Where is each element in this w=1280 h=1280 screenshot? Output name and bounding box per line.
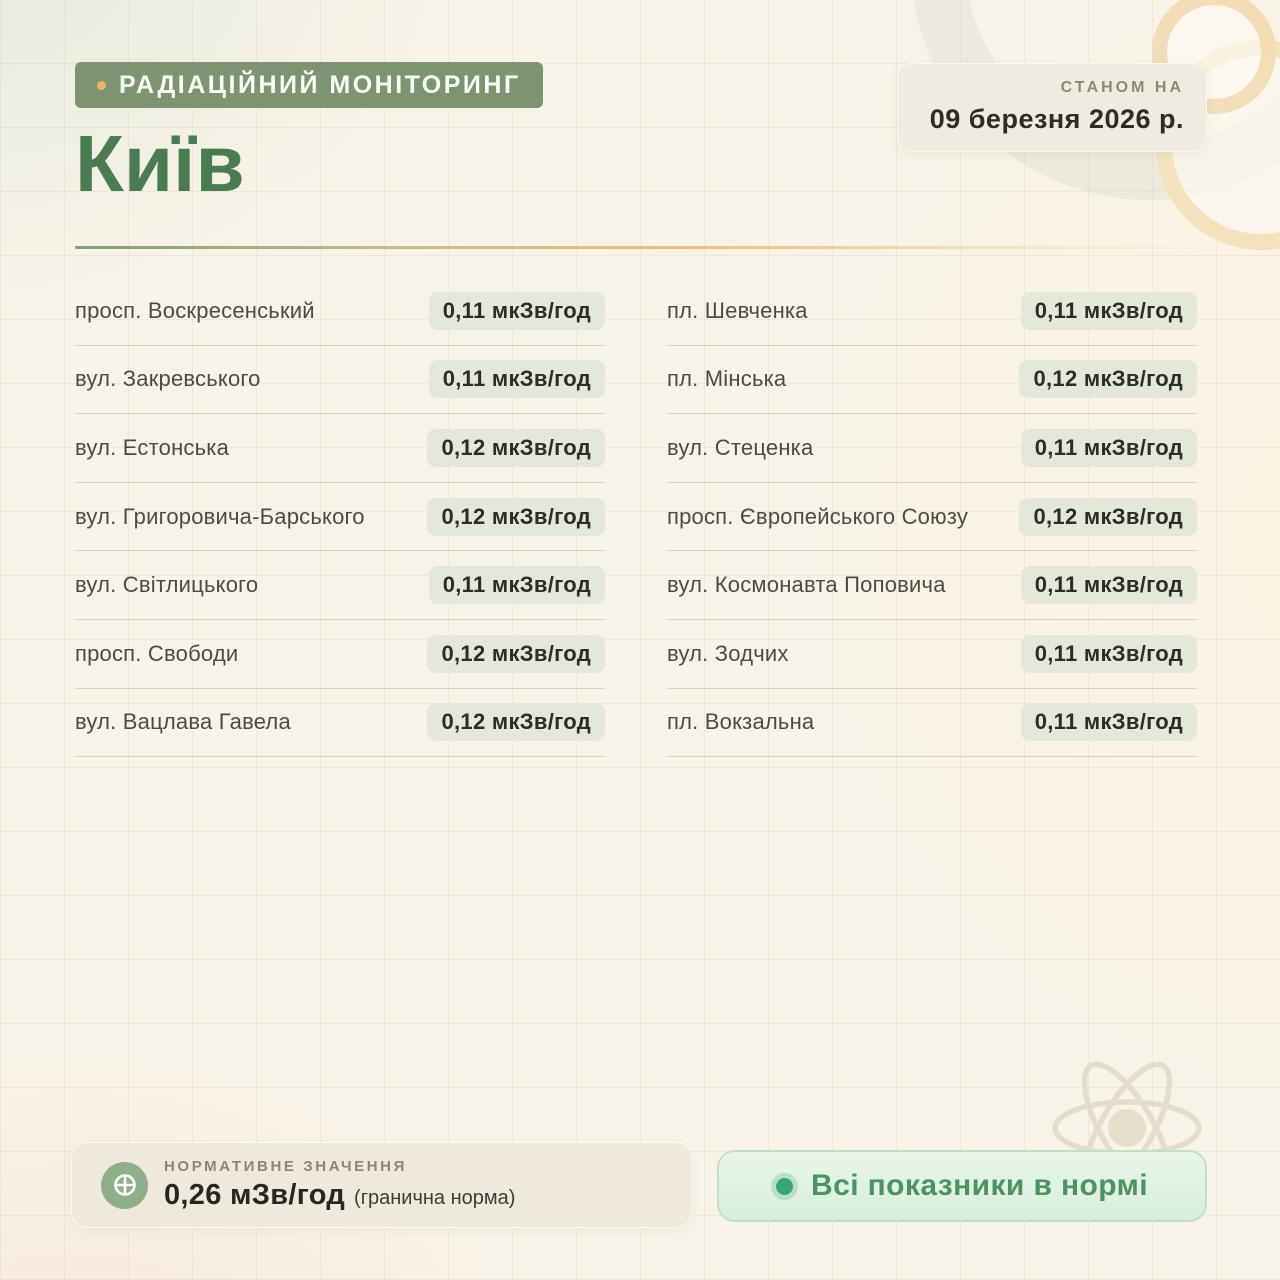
reading-row — [667, 620, 1197, 689]
radiation-value-pill: 0,12 мкЗв/год — [427, 703, 605, 741]
location-label: просп. Свободи — [75, 640, 239, 666]
reading-row — [667, 277, 1197, 346]
reading-row — [75, 277, 605, 346]
reading-row — [75, 346, 605, 415]
location-label: вул. Закревського — [75, 366, 261, 392]
status-dot-icon — [776, 1178, 793, 1195]
location-label: просп. Європейського Союзу — [667, 503, 969, 529]
location-label: вул. Світлицького — [75, 572, 259, 598]
location-label: просп. Воскресенський — [75, 297, 315, 323]
location-label: вул. Естонська — [75, 434, 230, 460]
reading-row — [75, 551, 605, 620]
status-text: Всі показники в нормі — [811, 1169, 1148, 1202]
location-label: пл. Мінська — [667, 366, 787, 392]
location-label: вул. Космонавта Поповича — [667, 572, 946, 598]
title-divider — [75, 246, 1205, 249]
radiation-value-pill: 0,12 мкЗв/год — [427, 429, 605, 467]
radiation-value-pill: 0,12 мкЗв/год — [1019, 498, 1197, 536]
topic-badge — [75, 62, 543, 108]
as-of-date: 09 березня 2026 р. — [929, 104, 1184, 134]
radiation-value-pill: 0,11 мкЗв/год — [429, 566, 605, 604]
reading-row — [75, 689, 605, 758]
as-of-date-card — [897, 63, 1207, 152]
reading-row — [75, 483, 605, 552]
radiation-value-pill: 0,11 мкЗв/год — [429, 360, 605, 398]
badge-dot-icon — [97, 81, 106, 90]
readings-column-left — [75, 277, 605, 757]
reading-row — [667, 689, 1197, 758]
radiation-value-pill: 0,12 мкЗв/год — [427, 635, 605, 673]
radiation-value-pill: 0,11 мкЗв/год — [1021, 566, 1197, 604]
status-badge — [717, 1150, 1207, 1222]
target-icon — [101, 1162, 148, 1209]
location-label: вул. Стеценка — [667, 434, 814, 460]
reading-row — [667, 414, 1197, 483]
location-label: пл. Вокзальна — [667, 709, 815, 735]
readings-table — [75, 277, 1197, 757]
location-label: пл. Шевченка — [667, 297, 808, 323]
radiation-value-pill: 0,12 мкЗв/год — [427, 498, 605, 536]
radiation-value-pill: 0,11 мкЗв/год — [1021, 429, 1197, 467]
radiation-value-pill: 0,11 мкЗв/год — [429, 292, 605, 330]
radiation-value-pill: 0,11 мкЗв/год — [1021, 703, 1197, 741]
location-label: вул. Зодчих — [667, 640, 789, 666]
topic-badge-label: РАДІАЦІЙНИЙ МОНІТОРИНГ — [119, 70, 521, 99]
norm-text-block — [164, 1158, 515, 1212]
norm-note: (гранична норма) — [354, 1187, 516, 1209]
reading-row — [75, 620, 605, 689]
reading-row — [75, 414, 605, 483]
page-title-city: Київ — [75, 119, 245, 208]
radiation-value-pill: 0,11 мкЗв/год — [1021, 292, 1197, 330]
norm-label: НОРМАТИВНЕ ЗНАЧЕННЯ — [164, 1158, 407, 1175]
as-of-label: СТАНОМ НА — [1060, 79, 1184, 96]
reading-row — [667, 483, 1197, 552]
location-label: вул. Григоровича-Барського — [75, 503, 365, 529]
location-label: вул. Вацлава Гавела — [75, 709, 291, 735]
norm-value: 0,26 мЗв/год — [164, 1179, 346, 1211]
reading-row — [667, 346, 1197, 415]
radiation-value-pill: 0,12 мкЗв/год — [1019, 360, 1197, 398]
readings-column-right — [667, 277, 1197, 757]
radiation-value-pill: 0,11 мкЗв/год — [1021, 635, 1197, 673]
norm-card — [71, 1142, 692, 1228]
reading-row — [667, 551, 1197, 620]
